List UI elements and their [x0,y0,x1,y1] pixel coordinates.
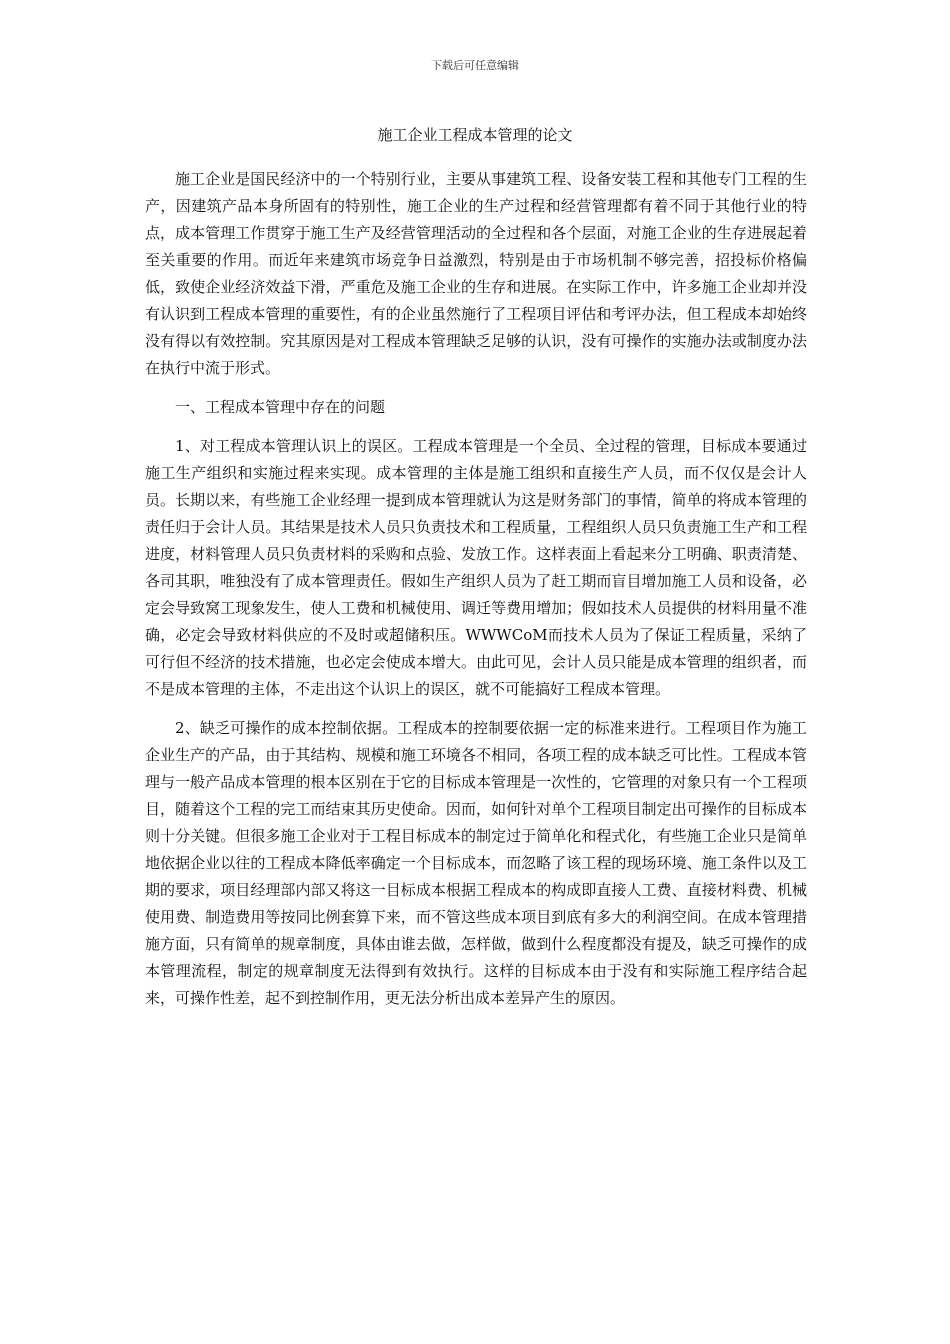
section-heading: 一、工程成本管理中存在的问题 [175,398,386,416]
section-paragraph-2: 2、缺乏可操作的成本控制依据。工程成本的控制要依据一定的标准来进行。工程项目作为施工企业生产的产品，由于其结构、规模和施工环境各不相同，各项工程的成本缺乏可比性。工程成本管理与一般产品成本管理的根本区别在于它的目标成本管理是一次性的，它管理的对象只有一个工程项目，随着这个工程的完工而结束其历史使命。因而，如何针对单个工程项目制定出可操作的目标成本则十分关键。但很多施工企业对于工程目标成本的制定过于简单化和程式化，有些施工企业只是简单地依据企业以往的工程成本降低率确定一个目标成本，而忽略了该工程的现场环境、施工条件以及工期的要求，项目经理部内部又将这一目标成本根据工程成本的构成即直接人工费、直接材料费、机械使用费、制造费用等按同比例套算下来，而不管这些成本项目到底有多大的利润空间。在成本管理措施方面，只有简单的规章制度，具体由谁去做，怎样做，做到什么程度都没有提及，缺乏可操作的成本管理流程，制定的规章制度无法得到有效执行。这样的目标成本由于没有和实际施工程序结合起来，可操作性差，起不到控制作用，更无法分析出成本差异产生的原因。 [145,719,807,1007]
page-header-note: 下载后可任意编辑 [431,59,519,72]
section-paragraph-1: 1、对工程成本管理认识上的误区。工程成本管理是一个全员、全过程的管理，目标成本要通过施工生产组织和实施过程来实现。成本管理的主体是施工组织和直接生产人员，而不仅仅是会计人员。长期以来，有些施工企业经理一提到成本管理就认为这是财务部门的事情，简单的将成本管理的责任归于会计人员。其结果是技术人员只负责技术和工程质量，工程组织人员只负责施工生产和工程进度，材料管理人员只负责材料的采购和点验、发放工作。这样表面上看起来分工明确、职责清楚、各司其职，唯独没有了成本管理责任。假如生产组织人员为了赶工期而盲目增加施工人员和设备，必定会导致窝工现象发生，使人工费和机械使用、调迁等费用增加；假如技术人员提供的材料用量不准确，必定会导致材料供应的不及时或超储积压。WWWCoM而技术人员为了保证工程质量，采纳了可行但不经济的技术措施，也必定会使成本增大。由此可见，会计人员只能是成本管理的组织者，而不是成本管理的主体，不走出这个认识上的误区，就不可能搞好工程成本管理。 [145,437,807,698]
document-title: 施工企业工程成本管理的论文 [377,126,573,144]
document-body [145,166,807,1024]
intro-paragraph: 施工企业是国民经济中的一个特别行业，主要从事建筑工程、设备安装工程和其他专门工程的生产，因建筑产品本身所固有的特别性，施工企业的生产过程和经营管理都有着不同于其他行业的特点，成本管理工作贯穿于施工生产及经营管理活动的全过程和各个层面，对施工企业的生存进展起着至关重要的作用。而近年来建筑市场竞争日益激烈，特别是由于市场机制不够完善，招投标价格偏低，致使企业经济效益下滑，严重危及施工企业的生存和进展。在实际工作中，许多施工企业却并没有认识到工程成本管理的重要性，有的企业虽然施行了工程项目评估和考评办法，但工程成本却始终没有得以有效控制。究其原因是对工程成本管理缺乏足够的认识，没有可操作的实施办法或制度办法在执行中流于形式。 [145,170,807,377]
